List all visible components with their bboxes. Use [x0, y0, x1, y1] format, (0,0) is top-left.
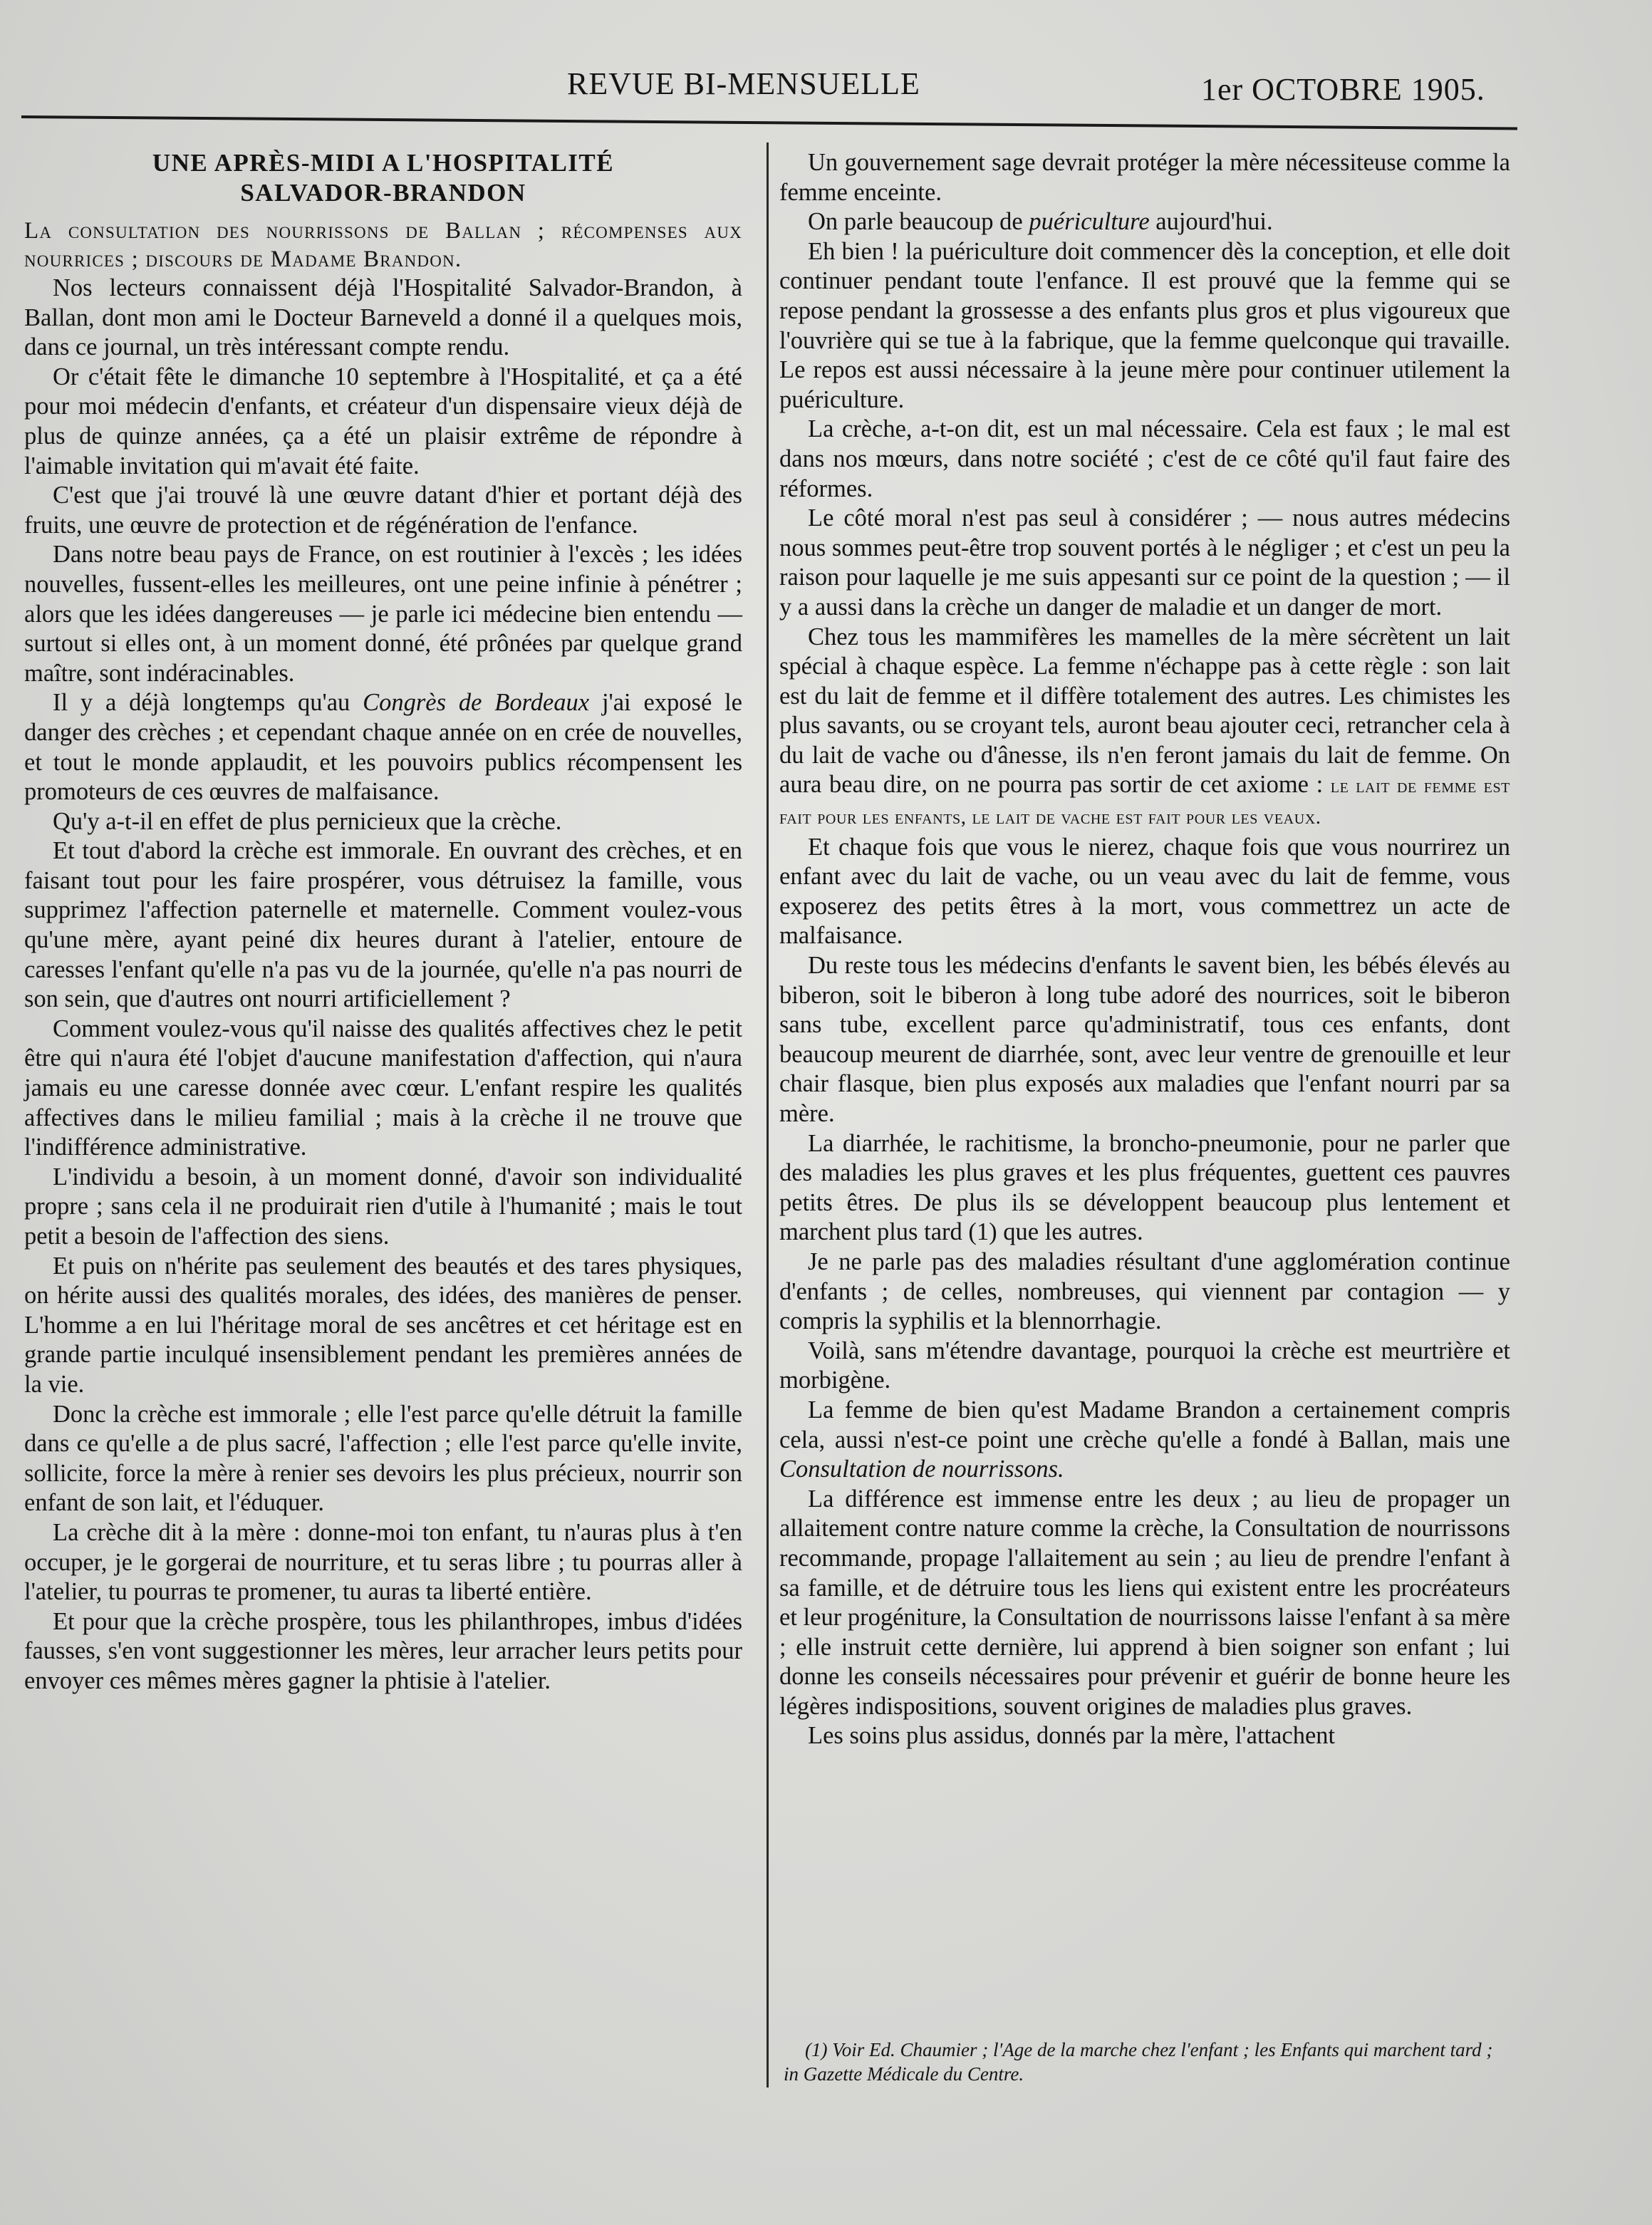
article-title	[24, 148, 742, 208]
paragraph: La crèche dit à la mère : donne-moi ton enfant, tu n'auras plus à t'en occuper, je le gorgerai de nourriture, et tu seras libre ; tu pourras aller à l'atelier, tu pourras te promener, tu auras ta liberté entière.	[24, 1518, 742, 1606]
paragraph: Les soins plus assidus, donnés par la mère, l'attachent	[808, 1722, 1336, 1750]
paragraph: Qu'y a-t-il en effet de plus pernicieux que la crèche.	[53, 807, 562, 835]
italic-term: Congrès de Bordeaux	[363, 689, 590, 717]
paragraph: Or c'était fête le dimanche 10 septembre à l'Hospitalité, et ça a été pour moi médecin d'enfants, et créateur d'un dispensaire vieux déjà de plus de quinze années, ça a été un plaisir extrême de répondre à l'aimable invitation qui m'avait été faite.	[24, 363, 742, 479]
paragraph: Nos lecteurs connaissent déjà l'Hospitalité Salvador-Brandon, à Ballan, dont mon ami le Docteur Barneveld a donné il a quelques mois, dans ce journal, un très intéressant compte rendu.	[24, 274, 742, 361]
paragraph: Du reste tous les médecins d'enfants le savent bien, les bébés élevés au biberon, soit le biberon à long tube adoré des nourrices, soit le biberon sans tube, excellent parce qu'administratif, tous ces enfants, dont beaucoup meurent de diarrhée, sont, avec leur ventre de grenouille et leur chair flasque, bien plus exposés aux maladies que l'enfant nourri par sa mère.	[779, 952, 1510, 1127]
paragraph	[779, 623, 1510, 833]
paragraph: Et tout d'abord la crèche est immorale. En ouvrant des crèches, et en faisant tout pour les faire prospérer, vous détruisez la famille, vous supprimez l'affection paternelle et maternelle. Comment voulez-vous qu'une mère, ayant peiné dix heures durant à l'atelier, entoure de caresses l'enfant qu'elle n'a pas vu de la journée, qu'elle n'a pas nourri de son sein, que d'autres ont nourri artificiellement ?	[24, 837, 742, 1013]
column-separator	[767, 142, 769, 2087]
text-run: Il y a déjà longtemps qu'au	[53, 689, 363, 717]
paragraph	[779, 1396, 1510, 1485]
italic-term: puériculture	[1029, 208, 1150, 236]
header-rule	[21, 115, 1517, 130]
paragraph: Eh bien ! la puériculture doit commencer dès la conception, et elle doit continuer pendant toute l'enfance. Il est prouvé que la femme qui se repose pendant la grossesse a des enfants plus gros et plus vigoureux que l'ouvrière qui se tue à la fabrique, que la femme quelconque qui travaille. Le repos est aussi nécessaire à la jeune mère pour continuer utilement la puériculture.	[779, 237, 1510, 413]
text-run: Chez tous les mammifères les mamelles de la mère sécrètent un lait spécial à chaque espèce. La femme n'échappe pas à cette règle : son lait est du lait de femme et il diffère totalement des autres. Les chimistes les plus savants, ou se croyant tels, auront beau ajouter ceci, retrancher cela à du lait de vache ou d'ânesse, ils n'en feront jamais du lait de femme. On aura beau dire, on ne pourra pas sortir de cet axiome :	[779, 623, 1510, 799]
article-title-line: SALVADOR-BRANDON	[240, 179, 526, 207]
page-header	[0, 66, 1652, 108]
left-paragraphs	[24, 274, 742, 1696]
left-column	[24, 148, 742, 1696]
paragraph: L'individu a besoin, à un moment donné, d'avoir son individualité propre ; sans cela il ne produirait rien d'utile à l'humanité ; mais le tout petit a besoin de l'affection des siens.	[24, 1163, 742, 1250]
text-run: j'ai exposé le danger des crèches ; et cependant chaque année on en crée de nouvelles, et tout le monde applaudit, et les pouvoirs publics récompensent les promoteurs de ces œuvres de malfaisance.	[24, 689, 742, 806]
paragraph: La différence est immense entre les deux ; au lieu de propager un allaitement contre nature comme la crèche, la Consultation de nourrissons recommande, propage l'allaitement au sein ; au lieu de prendre l'enfant à sa famille, et de détruire tous les liens qui existent entre les procréateurs et leur progéniture, la Consultation de nourrissons laisse l'enfant à sa mère ; elle instruit cette dernière, lui apprend à bien soigner son enfant ; lui donne les conseils nécessaires pour prévenir et guérir de bonne heure les légères indispositions, souvent origines de maladies plus graves.	[779, 1485, 1510, 1720]
paragraph: Le côté moral n'est pas seul à considérer ; — nous autres médecins nous sommes peut-être trop souvent portés à le négliger ; et c'est un peu la raison pour laquelle je me suis appesanti sur ce point de la question ; — il y a aussi dans la crèche un danger de maladie et un danger de mort.	[779, 504, 1510, 621]
text-run: La femme de bien qu'est Madame Brandon a certainement compris cela, aussi n'est-ce point une crèche qu'elle a fondé à Ballan, mais une	[779, 1396, 1510, 1453]
journal-title: REVUE BI-MENSUELLE	[567, 66, 920, 101]
axiom: le lait de femme est fait pour les enfants, le lait de vache est fait pour les veaux.	[779, 774, 1510, 829]
paragraph: Dans notre beau pays de France, on est routinier à l'excès ; les idées nouvelles, fussent-elles les meilleures, ont une peine infinie à pénétrer ; alors que les idées dangereuses — je parle ici médecine bien entendu — surtout si elles ont, à un moment donné, été prônées par quelque grand maître, sont indéracinables.	[24, 541, 742, 687]
italic-term: Consultation de nourrissons.	[779, 1456, 1064, 1483]
paragraph	[24, 688, 742, 807]
text-run: aujourd'hui.	[1149, 208, 1273, 236]
paragraph: La crèche, a-t-on dit, est un mal nécessaire. Cela est faux ; le mal est dans nos mœurs, dans notre société ; c'est de ce côté qu'il faut faire des réformes.	[779, 415, 1510, 502]
paragraph: La diarrhée, le rachitisme, la broncho-pneumonie, pour ne parler que des maladies les plus graves et les plus fréquentes, guettent ces pauvres petits êtres. De plus ils se développent beaucoup plus lentement et marchent plus tard (1) que les autres.	[779, 1129, 1510, 1246]
paragraph: Voilà, sans m'étendre davantage, pourquoi la crèche est meurtrière et morbigène.	[779, 1337, 1510, 1394]
article-title-line: UNE APRÈS-MIDI A L'HOSPITALITÉ	[152, 149, 615, 177]
paragraph: Donc la crèche est immorale ; elle l'est parce qu'elle détruit la famille dans ce qu'elle a de plus sacré, l'affection ; elle l'est parce qu'elle invite, sollicite, force la mère à renier ses devoirs les plus précieux, nourrir son enfant de son lait, et l'éduquer.	[24, 1400, 742, 1517]
paragraph	[779, 207, 1510, 237]
paragraph: Et chaque fois que vous le nierez, chaque fois que vous nourrirez un enfant avec du lait de vache, ou un veau avec du lait de femme, vous exposerez des petits êtres à la mort, vous commettrez un acte de malfaisance.	[779, 833, 1510, 950]
right-column	[779, 148, 1510, 1751]
paragraph: Un gouvernement sage devrait protéger la mère nécessiteuse comme la femme enceinte.	[779, 149, 1510, 206]
footnote: (1) Voir Ed. Chaumier ; l'Age de la marche chez l'enfant ; les Enfants qui marchent tard ; in Gazette Médicale du Centre.	[784, 2039, 1493, 2085]
paragraph: Et pour que la crèche prospère, tous les philanthropes, imbus d'idées fausses, s'en vont suggestionner les mères, leur arracher leurs petits pour envoyer ces mêmes mères gagner la phtisie à l'atelier.	[24, 1607, 742, 1694]
text-run: On parle beaucoup de	[808, 208, 1029, 236]
paragraph: Je ne parle pas des maladies résultant d'une agglomération continue d'enfants ; de celles, nombreuses, qui viennent par contagion — y compris la syphilis et la blennorrhagie.	[779, 1248, 1510, 1335]
paragraph: Et puis on n'hérite pas seulement des beautés et des tares physiques, on hérite aussi des qualités morales, des idées, des manières de penser. L'homme a en lui l'héritage moral de ses ancêtres et cet héritage est en grande partie inculqué insensiblement pendant les premières années de la vie.	[24, 1252, 742, 1398]
paragraph: Comment voulez-vous qu'il naisse des qualités affectives chez le petit être qui n'aura été l'objet d'aucune manifestation d'affection, qui n'aura jamais eu une caresse donnée avec cœur. L'enfant respire les qualités affectives dans le milieu familial ; mais à la crèche il ne trouve que l'indifférence administrative.	[24, 1015, 742, 1161]
article-subtitle: La consultation des nourrissons de Ballan ; récompenses aux nourrices ; discours de Madame Brandon.	[24, 218, 742, 272]
paragraph: C'est que j'ai trouvé là une œuvre datant d'hier et portant déjà des fruits, une œuvre de protection et de régénération de l'enfance.	[24, 482, 742, 539]
issue-date: 1er OCTOBRE 1905.	[1201, 72, 1485, 107]
